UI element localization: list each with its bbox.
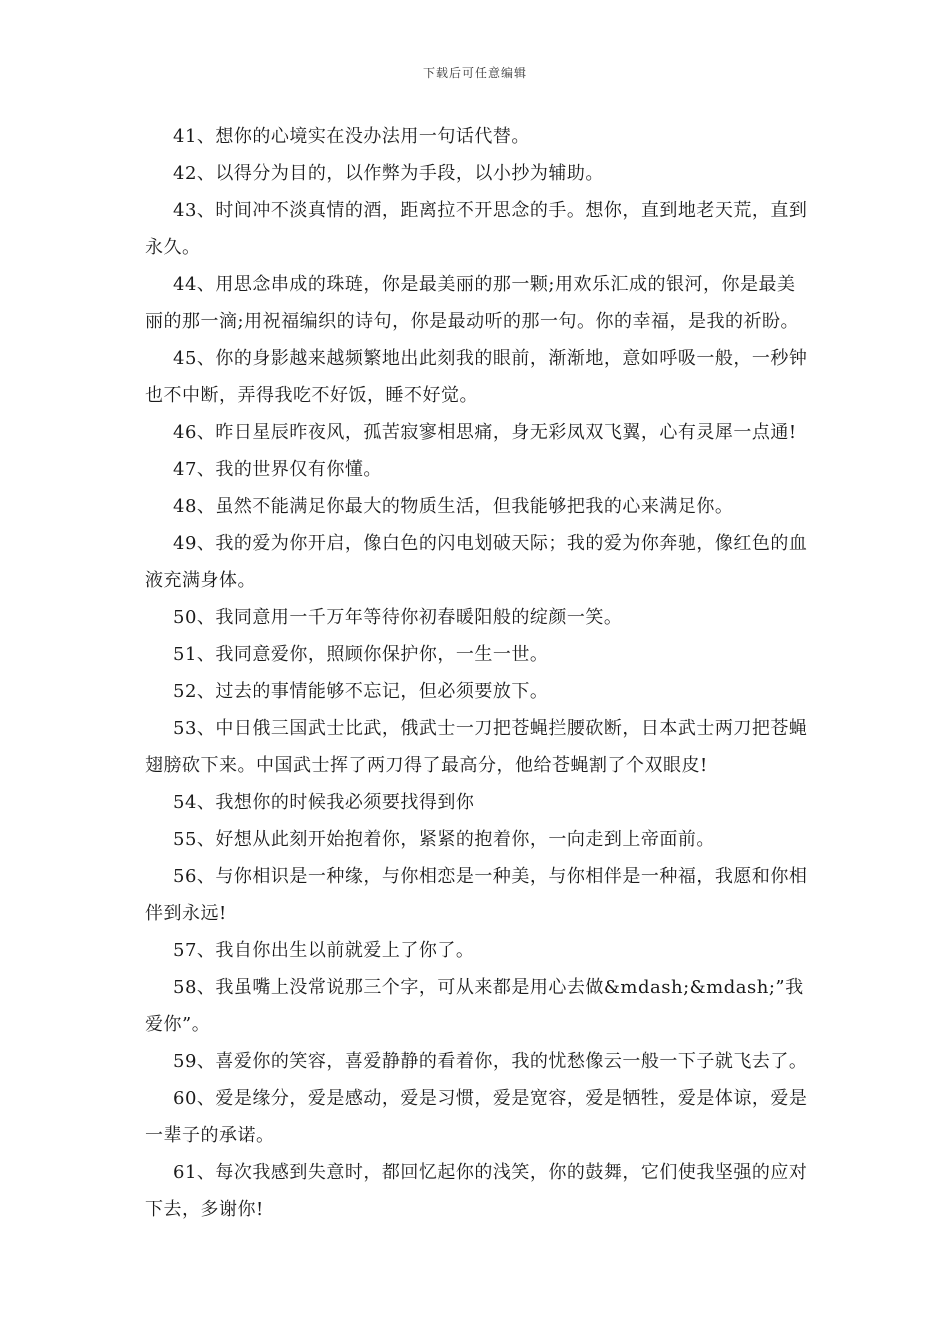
paragraph-58: 58、我虽嘴上没常说那三个字，可从来都是用心去做&mdash;&mdash;”我爱你”。 xyxy=(145,977,804,1035)
paragraph-57: 57、我自你出生以前就爱上了你了。 xyxy=(173,940,475,961)
paragraph-45: 45、你的身影越来越频繁地出此刻我的眼前，渐渐地，意如呼吸一般，一秒钟也不中断，弄得我吃不好饭，睡不好觉。 xyxy=(145,348,808,406)
paragraph-49: 49、我的爱为你开启，像白色的闪电划破天际；我的爱为你奔驰，像红色的血液充满身体。 xyxy=(145,533,808,591)
paragraph-59: 59、喜爱你的笑容，喜爱静静的看着你，我的忧愁像云一般一下子就飞去了。 xyxy=(173,1051,808,1072)
paragraph-52: 52、过去的事情能够不忘记，但必须要放下。 xyxy=(173,681,549,702)
paragraph-61: 61、每次我感到失意时，都回忆起你的浅笑，你的鼓舞，它们使我坚强的应对下去，多谢你! xyxy=(145,1162,808,1220)
paragraph-48: 48、虽然不能满足你最大的物质生活，但我能够把我的心来满足你。 xyxy=(173,496,734,517)
paragraph-60: 60、爱是缘分，爱是感动，爱是习惯，爱是宽容，爱是牺牲，爱是体谅，爱是一辈子的承诺。 xyxy=(145,1088,808,1146)
paragraph-50: 50、我同意用一千万年等待你初春暖阳般的绽颜一笑。 xyxy=(173,607,623,628)
paragraph-54: 54、我想你的时候我必须要找得到你 xyxy=(173,792,475,813)
paragraph-55: 55、好想从此刻开始抱着你，紧紧的抱着你，一向走到上帝面前。 xyxy=(173,829,715,850)
page-header: 下载后可任意编辑 xyxy=(422,66,527,80)
paragraph-46: 46、昨日星辰昨夜风，孤苦寂寥相思痛，身无彩凤双飞翼，心有灵犀一点通! xyxy=(173,422,797,443)
document-body xyxy=(145,118,813,1228)
paragraph-47: 47、我的世界仅有你懂。 xyxy=(173,459,382,480)
paragraph-43: 43、时间冲不淡真情的酒，距离拉不开思念的手。想你，直到地老天荒，直到永久。 xyxy=(145,200,808,258)
paragraph-44: 44、用思念串成的珠琏，你是最美丽的那一颗;用欢乐汇成的银河，你是最美丽的那一滴;用祝福编织的诗句，你是最动听的那一句。你的幸福，是我的祈盼。 xyxy=(145,274,800,332)
paragraph-51: 51、我同意爱你，照顾你保护你，一生一世。 xyxy=(173,644,549,665)
paragraph-42: 42、以得分为目的，以作弊为手段，以小抄为辅助。 xyxy=(173,163,604,184)
paragraph-41: 41、想你的心境实在没办法用一句话代替。 xyxy=(173,126,530,147)
paragraph-56: 56、与你相识是一种缘，与你相恋是一种美，与你相伴是一种福，我愿和你相伴到永远! xyxy=(145,866,808,924)
paragraph-53: 53、中日俄三国武士比武，俄武士一刀把苍蝇拦腰砍断，日本武士两刀把苍蝇翅膀砍下来。中国武士挥了两刀得了最高分，他给苍蝇割了个双眼皮! xyxy=(145,718,808,776)
